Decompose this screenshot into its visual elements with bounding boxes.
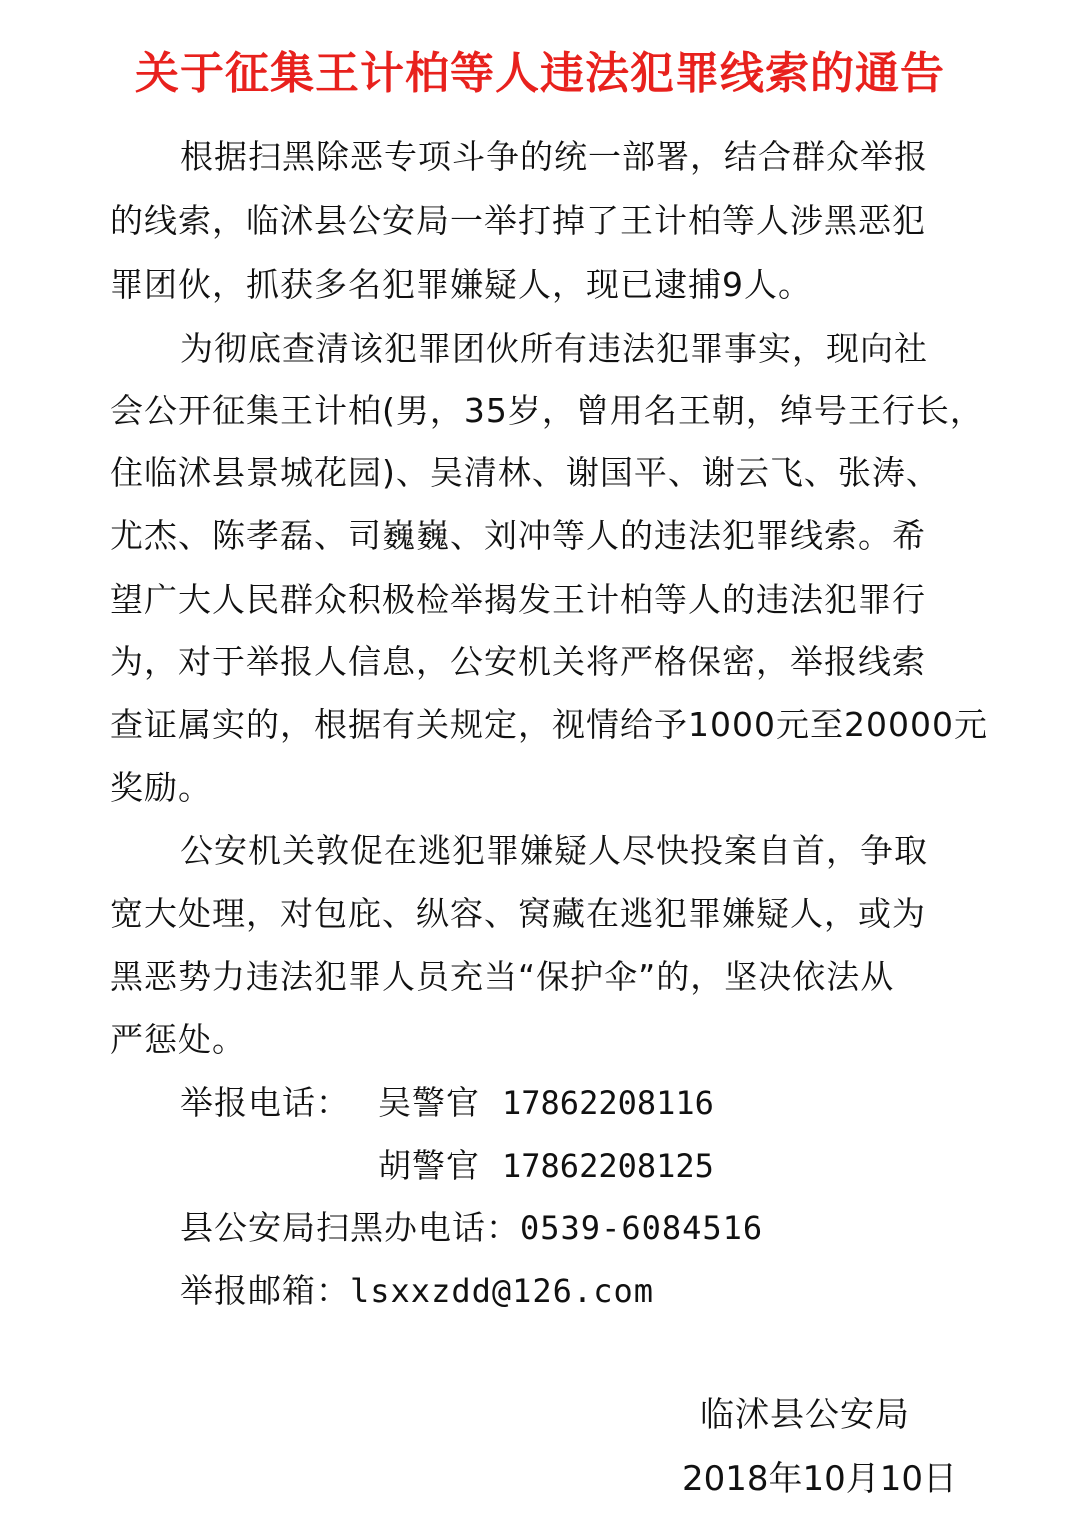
notice-title: 关于征集王计柏等人违法犯罪线索的通告 (135, 48, 945, 99)
paragraph-line: 严惩处。 (110, 1020, 246, 1059)
email-line (180, 1271, 654, 1311)
signature-date: 2018年10月10日 (682, 1459, 958, 1499)
office-label: 县公安局扫黑办电话： (180, 1208, 520, 1247)
paragraph-line: 为，对于举报人信息，公安机关将严格保密，举报线索 (110, 642, 926, 681)
email-address: lsxxzdd@126.com (350, 1272, 654, 1310)
hotline-label: 举报电话： (180, 1083, 350, 1122)
paragraph-line: 会公开征集王计柏(男，35岁，曾用名王朝，绰号王行长， (110, 391, 984, 430)
office-phone: 0539-6084516 (520, 1209, 764, 1247)
paragraph-line: 奖励。 (110, 768, 212, 807)
paragraph-line: 望广大人民群众积极检举揭发王计柏等人的违法犯罪行 (110, 580, 926, 619)
officer-name: 胡警官 (378, 1146, 480, 1185)
paragraph-line: 尤杰、陈孝磊、司巍巍、刘冲等人的违法犯罪线索。希 (110, 516, 926, 555)
officer-phone: 17862208125 (502, 1147, 714, 1185)
email-label: 举报邮箱： (180, 1271, 350, 1310)
paragraph-line: 住临沭县景城花园)、吴清林、谢国平、谢云飞、张涛、 (110, 453, 940, 492)
paragraph-line: 查证属实的，根据有关规定，视情给予1000元至20000元 (110, 705, 988, 744)
paragraph-line: 罪团伙，抓获多名犯罪嫌疑人，现已逮捕9人。 (110, 265, 812, 304)
paragraph-line: 宽大处理，对包庇、纵容、窝藏在逃犯罪嫌疑人，或为 (110, 894, 926, 933)
paragraph-line: 根据扫黑除恶专项斗争的统一部署，结合群众举报 (180, 137, 928, 176)
paragraph-line: 为彻底查清该犯罪团伙所有违法犯罪事实，现向社 (180, 329, 928, 368)
paragraph-line: 黑恶势力违法犯罪人员充当“保护伞”的，坚决依法从 (110, 957, 895, 996)
paragraph-line: 公安机关敦促在逃犯罪嫌疑人尽快投案自首，争取 (180, 831, 928, 870)
officer-phone: 17862208116 (502, 1084, 714, 1122)
officer-name: 吴警官 (378, 1083, 480, 1122)
paragraph-line: 的线索，临沭县公安局一举打掉了王计柏等人涉黑恶犯 (110, 201, 926, 240)
signature-organization: 临沭县公安局 (700, 1395, 910, 1435)
office-phone-line (180, 1208, 763, 1248)
